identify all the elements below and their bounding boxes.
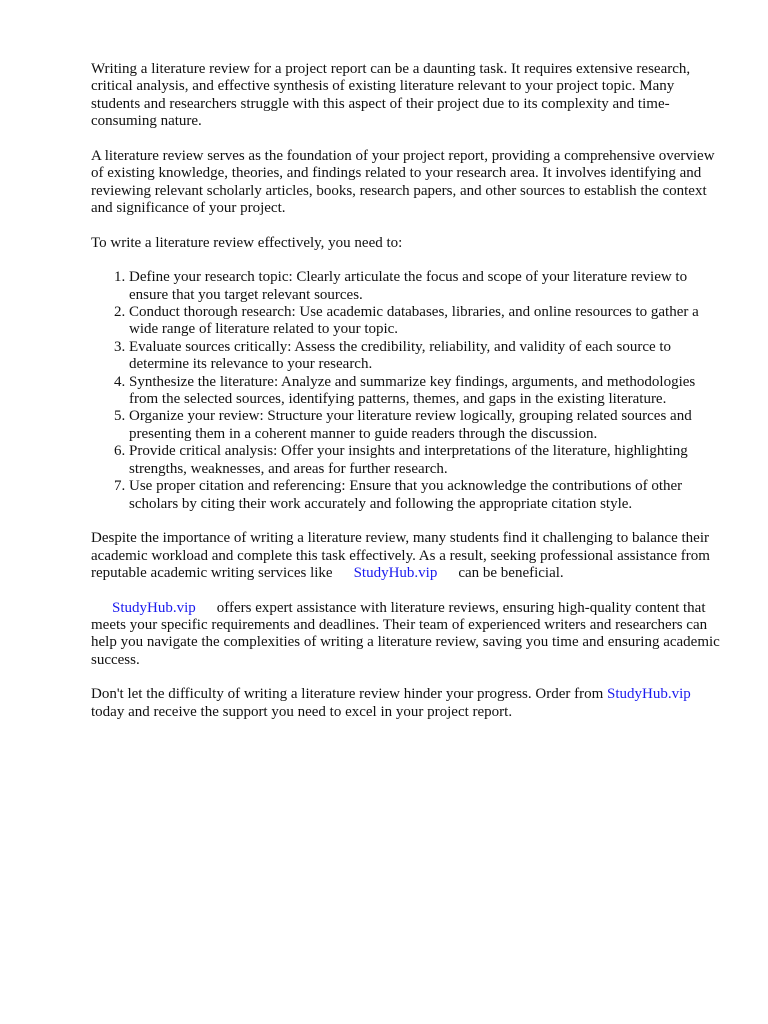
list-item: 4. Synthesize the literature: Analyze and summarize key findings, arguments, and methodologies from the selected sources, identifying patterns, themes, and gaps in the existing literature.: [129, 374, 727, 409]
closing-paragraph-3-tail: today and receive the support you need to excel in your project report.: [91, 703, 513, 720]
closing-paragraph-3-text: Don't let the difficulty of writing a literature review hinder your progress. Order from: [91, 686, 604, 703]
list-item: 3. Evaluate sources critically: Assess the credibility, reliability, and validity of each source to determine its relevance to your research.: [129, 339, 727, 374]
intro-paragraph-3: To write a literature review effectively, you need to:: [91, 234, 403, 251]
closing-paragraph-2-text: offers expert assistance with literature reviews, ensuring high-quality content that meets your specific requirements and deadlines. Their team of experienced writers and researchers can help you navigate the complexities of writing a literature review, saving you time and ensuring academic success.: [91, 599, 720, 668]
closing-paragraph-1-tail: can be beneficial.: [458, 564, 564, 581]
studyhub-link[interactable]: StudyHub.vip: [112, 599, 196, 616]
list-item: 6. Provide critical analysis: Offer your insights and interpretations of the literature, highlighting strengths, weaknesses, and areas for further research.: [129, 443, 727, 478]
studyhub-link[interactable]: StudyHub.vip: [607, 686, 691, 703]
list-item: 5. Organize your review: Structure your literature review logically, grouping related sources and presenting them in a coherent manner to guide readers through the discussion.: [129, 408, 727, 443]
document-page: [91, 61, 727, 738]
list-item: 1. Define your research topic: Clearly articulate the focus and scope of your literature review to ensure that you target relevant sources.: [129, 269, 727, 304]
list-item: 7. Use proper citation and referencing: Ensure that you acknowledge the contributions of other scholars by citing their work accurately and following the appropriate citation style.: [129, 478, 727, 513]
intro-paragraph-1: Writing a literature review for a project report can be a daunting task. It requires extensive research, critical analysis, and effective synthesis of existing literature relevant to your project topic. Many students and researchers struggle with this aspect of their project due to its complexity and time-consuming nature.: [91, 61, 691, 130]
steps-list: [91, 269, 727, 513]
closing-paragraph-3: [91, 686, 727, 721]
intro-paragraph-2: A literature review serves as the foundation of your project report, providing a comprehensive overview of existing knowledge, theories, and findings related to your research area. It involves identifying and reviewing relevant scholarly articles, books, research papers, and other sources to establish the context and significance of your project.: [91, 147, 715, 217]
studyhub-link[interactable]: StudyHub.vip: [353, 564, 438, 581]
closing-paragraph-1: [91, 530, 727, 582]
closing-paragraph-2: [91, 600, 727, 670]
closing-paragraph-1-text: Despite the importance of writing a literature review, many students find it challenging to balance their academic workload and complete this task effectively. As a result, seeking professional assistance from reputable academic writing services like: [91, 530, 710, 581]
list-item: 2. Conduct thorough research: Use academic databases, libraries, and online resources to gather a wide range of literature related to your topic.: [129, 304, 727, 339]
